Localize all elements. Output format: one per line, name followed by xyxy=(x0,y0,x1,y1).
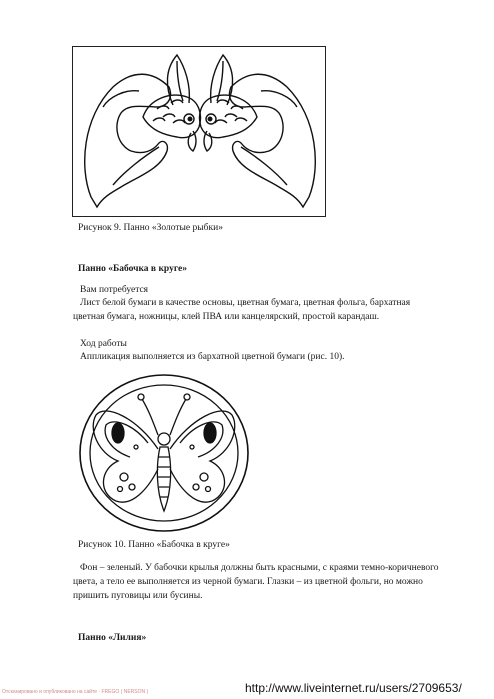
description-line-1: Фон – зеленый. У бабочки крылья должны быть красными, с краями темно-коричневого xyxy=(80,563,439,573)
needs-line-1: Лист белой бумаги в качестве основы, цветная бумага, цветная фольга, бархатная xyxy=(80,298,411,308)
goldfish-figure xyxy=(72,46,326,217)
description-line-3: пришить пуговицы или бусины. xyxy=(73,591,203,601)
figure-10-caption: Рисунок 10. Панно «Бабочка в круге» xyxy=(78,540,230,550)
scan-watermark: Отсканировано и опубликовано на сайте · FREGO ( NERSON ) xyxy=(2,689,149,695)
section-title-butterfly: Панно «Бабочка в круге» xyxy=(78,264,187,274)
work-heading: Ход работы xyxy=(80,339,127,349)
butterfly-figure xyxy=(78,373,250,533)
work-line-1: Аппликация выполняется из бархатной цветной бумаги (рис. 10). xyxy=(80,352,345,362)
left-tail-swirl xyxy=(85,74,171,207)
section-title-lily: Панно «Лилия» xyxy=(78,633,147,643)
needs-heading: Вам потребуется xyxy=(80,285,149,295)
right-tail-swirl xyxy=(229,74,315,207)
needs-line-2: цветная бумага, ножницы, клей ПВА или канцелярский, простой карандаш. xyxy=(73,312,380,322)
description-line-2: цвета, а тело ее выполняется из черной бумаги. Глазки – из цветной фольги, но можно xyxy=(73,577,423,587)
source-url: http://www.liveinternet.ru/users/2709653/ xyxy=(245,681,462,695)
figure-9-caption: Рисунок 9. Панно «Золотые рыбки» xyxy=(78,223,223,233)
